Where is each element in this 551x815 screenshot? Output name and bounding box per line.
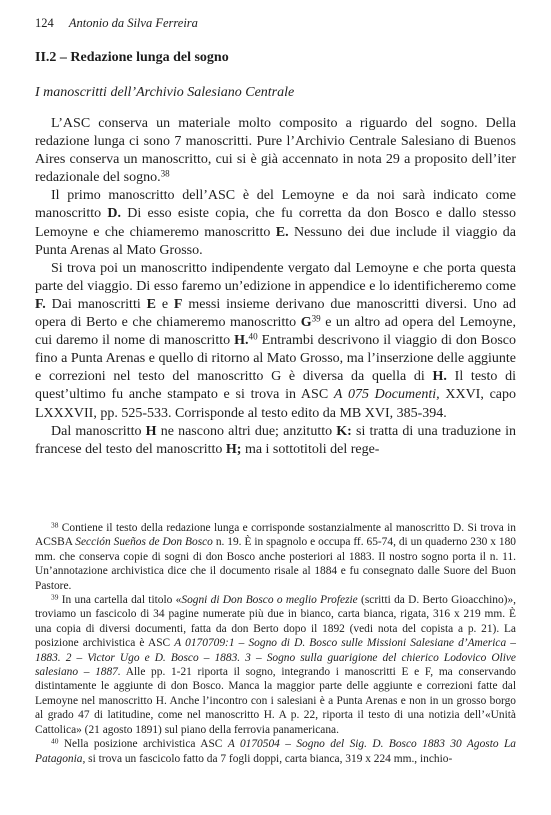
text-run: Contiene il testo della redazione lunga e corrisponde sostanzialmente al manoscritto D. Si trova in ACSBA: [35, 522, 516, 549]
note-reference: 39: [51, 592, 59, 602]
section-title: II.2 – Redazione lunga del sogno: [35, 50, 229, 65]
text-run: n. 19. È in spagnolo e occupa ff. 65-74, di un quaderno 230 x 180 mm. che conserva copie di sogni di don Bosco anche posteriori al 1883. Il nostro sogno porta il n. 11. Un’annotazione archivistica dice che il documento risale al 1884 e fu consegnato dalle Suore del Buon Pastore.: [35, 536, 516, 592]
text-run: Nella posizione archivistica ASC: [58, 738, 228, 751]
page-number: 124: [35, 16, 54, 30]
note-reference: 40: [51, 736, 59, 746]
text-run: Entrambi descrivono il viaggio di don Bosco fino a Punta Arenas e quello di ritorno al Mato Grosso, ma l’inserzione delle aggiunte e correzioni nel testo del manoscritto G è diversa da quella di: [35, 333, 517, 385]
text-run: L’ASC conserva un materiale molto composito a riguardo del sogno. Della redazione lunga ci sono 7 manoscritti. Pure l’Archivio Centrale Salesiano di Buenos Aires conserva un manoscritto, cui si è già accennato in nota 29 a proposito dell’iter redazionale del sogno.: [35, 116, 516, 186]
text-run: H;: [225, 441, 242, 457]
paragraph: [35, 187, 516, 259]
paragraph: [35, 115, 516, 187]
text-run: Alle pp. 1-21 riporta il sogno, integrando i manoscritti E e F, ma conservando distintamente le aggiunte di don Bosco. Manca la maggior parte delle aggiunte e correzioni fatte dal Lemoyne nel manoscritto H. Anche l’incontro con i salesiani è a Punta Arenas e non in un grosso borgo al grado 47 di latitudine, come nel manoscritto H. A p. 22, riporta il testo di una notizia dell’«Unità Cattolica» (21 agosto 1891) sul piano della ferrovia panamericana.: [35, 666, 516, 736]
text-run: F.: [35, 296, 46, 312]
text-run: H.: [234, 333, 249, 349]
text-run: Sogni di Don Bosco o meglio Profezie: [181, 594, 358, 607]
text-run: ne nascono altri due; anzitutto: [156, 423, 337, 439]
note-reference: 38: [160, 168, 170, 179]
text-run: messi insieme derivano due manoscritti diversi. Uno ad opera di Berto e che chiameremo manoscritto: [35, 296, 517, 331]
note-reference: 39: [311, 313, 321, 324]
text-run: ma i sottotitoli del rege-: [241, 441, 380, 457]
subsection-title: I manoscritti dell’Archivio Salesiano Centrale: [35, 85, 295, 100]
text-run: e: [155, 296, 174, 312]
text-run: D.: [107, 206, 121, 222]
footnote: [35, 593, 516, 737]
running-head: [35, 16, 198, 31]
footnote: [35, 521, 516, 593]
text-run: Di esso esiste copia, che fu corretta da don Bosco e dallo stesso Lemoyne e che chiameremo manoscritto: [35, 206, 516, 240]
text-run: Dal manoscritto: [51, 423, 146, 439]
text-run: F: [173, 296, 183, 312]
text-run: H.: [432, 369, 447, 385]
text-run: Si trova poi un manoscritto indipendente vergato dal Lemoyne e che porta questa parte del viaggio. Di esso faremo un’edizione in appendice e lo identificheremo come: [35, 260, 516, 294]
text-run: In una cartella dal titolo «: [58, 594, 182, 607]
text-run: si trova un fascicolo fatto da 7 fogli doppi, carta bianca, 319 x 224 mm., inchio-: [85, 752, 453, 765]
note-reference: 40: [248, 331, 258, 342]
text-run: A 0170709:1 – Sogno di D. Bosco sulle Missioni Salesiane d’America – 1883. 2 – Victor Ugo e D. Bosco – 1883. 3 – Sogno sulla guarigione del chierico Lodovico Olive salesiano – 1887.: [35, 637, 516, 679]
text-run: Dai manoscritti: [45, 296, 147, 312]
text-run: si tratta di una traduzione in francese del testo del manoscritto: [35, 423, 516, 457]
note-reference: 38: [51, 520, 59, 530]
text-run: H: [145, 423, 157, 439]
footnote: [35, 737, 516, 766]
text-run: A 0170504 – Sogno del Sig. D. Bosco 1883 30 Agosto La Patagonia,: [35, 738, 516, 765]
body-text: [35, 115, 516, 459]
paragraph: [35, 260, 516, 423]
footnotes: [35, 521, 516, 766]
text-run: (scritti da D. Berto Gioacchino)», troviamo un fascicolo di 34 pagine numerate più due in bianco, carta bianca, rigata, 316 x 219 mm. È una copia di diversi documenti, fatta da don Berto dopo il 1892 (vedi nota del copista a p. 21). La posizione archivistica è ASC: [35, 594, 516, 650]
text-run: Il testo di quest’ultimo fu anche stampato e si trova in ASC: [35, 369, 516, 403]
text-run: Il primo manoscritto dell’ASC è del Lemoyne e da noi sarà indicato come manoscritto: [35, 188, 516, 222]
text-run: E.: [275, 224, 289, 240]
text-run: A 075 Documenti,: [333, 387, 440, 403]
text-run: Sección Sueños de Don Bosco: [75, 536, 213, 549]
text-run: K:: [336, 423, 352, 439]
running-author: Antonio da Silva Ferreira: [68, 16, 198, 30]
text-run: e un altro ad opera del Lemoyne, cui daremo il nome di manoscritto: [35, 315, 516, 349]
text-run: E: [146, 296, 156, 312]
text-run: Nessuno dei due include il viaggio da Punta Arenas al Mato Grosso.: [35, 224, 517, 258]
paragraph: [35, 423, 516, 459]
text-run: XXVI, capo LXXXVII, pp. 525-533. Corrisponde al testo edito da MB XVI, 385-394.: [35, 387, 516, 421]
text-run: G: [300, 315, 312, 331]
